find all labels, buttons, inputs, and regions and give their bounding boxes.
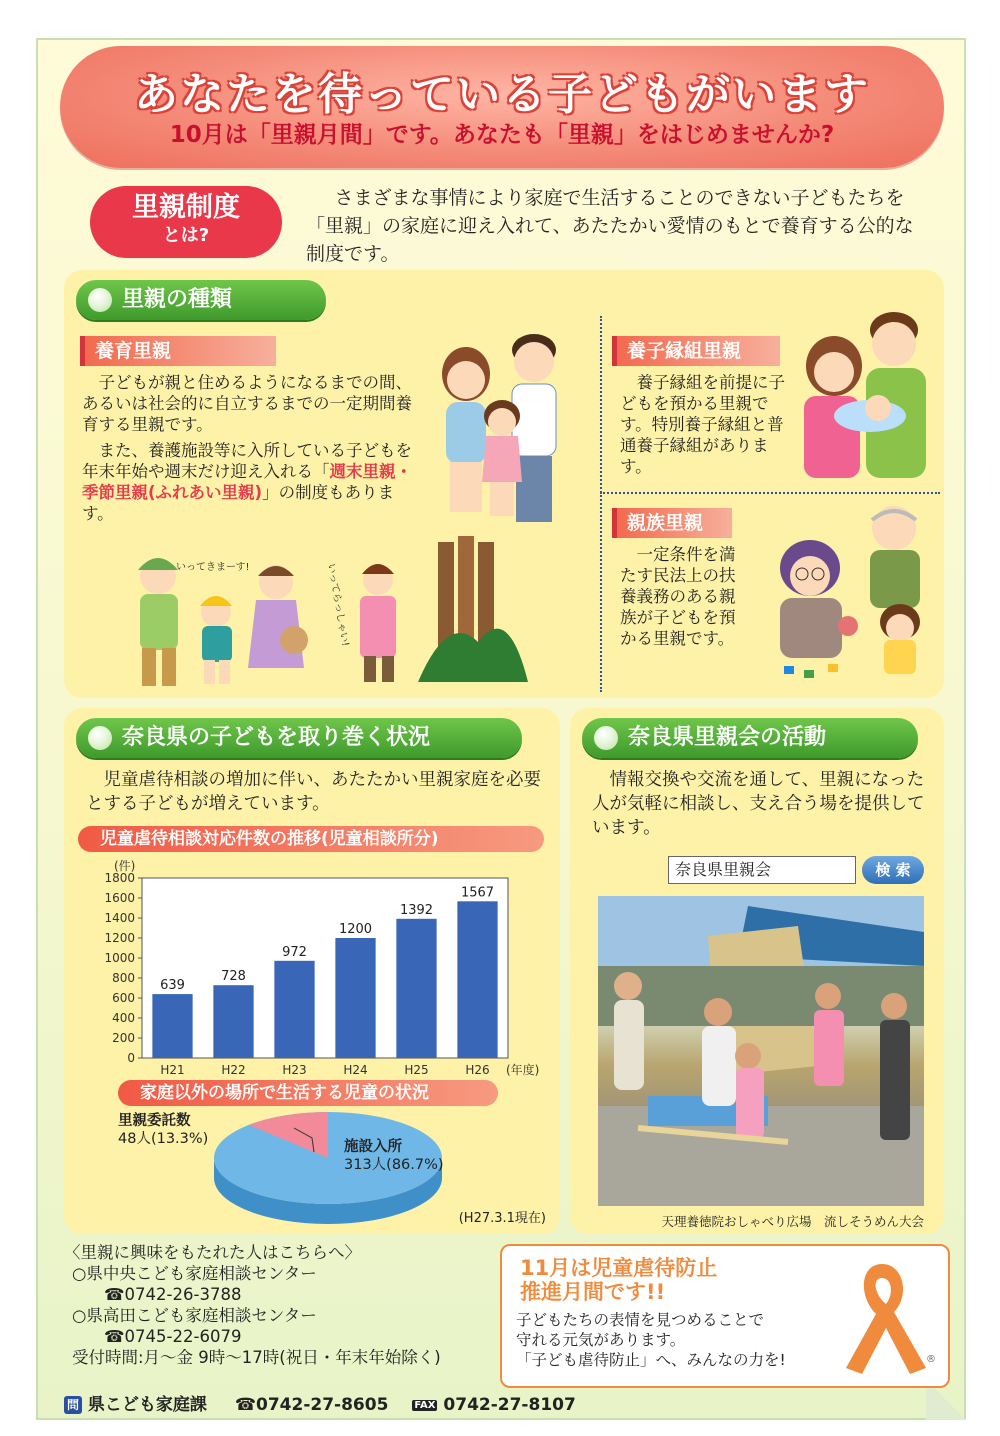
y-axis-unit: (件)	[114, 859, 136, 873]
situation-heading	[76, 718, 522, 758]
pie-label-foster-title: 里親委託数	[118, 1113, 191, 1129]
y-tick-label: 400	[112, 1011, 135, 1025]
pie-label-facility	[344, 1138, 444, 1174]
notice-line2: 守れる元気があります。	[516, 1331, 686, 1349]
title-banner	[60, 46, 944, 168]
y-tick-label: 600	[112, 991, 135, 1005]
bullet-icon	[88, 726, 112, 750]
page-title: あなたを待っている子どもがいます	[134, 69, 870, 120]
foster-text2	[82, 440, 412, 524]
notice-title-1: 11月は児童虐待防止	[520, 1256, 718, 1280]
notice-text	[516, 1310, 786, 1370]
event-photo-image	[598, 896, 924, 1206]
x-tick-label: H25	[404, 1063, 429, 1077]
activity-text: 情報交換や交流を通して、里親になった人が気軽に相談し、支え合う場を提供しています。	[592, 770, 925, 838]
divider-vertical	[600, 316, 602, 692]
chart1-title: 児童虐待相談対応件数の推移(児童相談所分)	[78, 826, 544, 852]
y-tick-label: 200	[112, 1031, 135, 1045]
bar-H24	[335, 938, 375, 1058]
prevention-notice	[500, 1244, 950, 1388]
event-photo	[598, 896, 924, 1206]
activity-heading-label: 奈良県里親会の活動	[628, 725, 827, 750]
bar-H26	[457, 901, 497, 1058]
kinship-illustration	[744, 494, 944, 690]
x-tick-label: H21	[160, 1063, 185, 1077]
notice-line1: 子どもたちの表情を見つめることで	[516, 1311, 765, 1329]
intro-badge-line2: とは?	[162, 225, 210, 246]
y-tick-label: 1200	[104, 931, 135, 945]
x-tick-label: H26	[465, 1063, 490, 1077]
bar-value-label: 1392	[399, 902, 434, 918]
bar-H21	[152, 994, 192, 1058]
pie-label-facility-value: 313人(86.7%)	[344, 1157, 444, 1173]
intro-badge	[90, 186, 282, 258]
foster-text2-em: 週末里親・季節里親(ふれあい里親)	[82, 462, 412, 502]
family-illustration	[416, 314, 586, 529]
x-tick-label: H23	[282, 1063, 307, 1077]
abuse-cases-bar-chart	[72, 854, 556, 1080]
photo-caption: 天理養徳院おしゃべり広場 流しそうめん大会	[661, 1214, 924, 1229]
types-heading-label: 里親の種類	[122, 287, 233, 312]
bar-value-label: 728	[221, 969, 246, 985]
footer-dept: 県こども家庭課	[87, 1395, 207, 1415]
chart2-title: 家庭以外の場所で生活する児童の状況	[118, 1080, 498, 1106]
center2-name: ○県高田こども家庭相談センター	[72, 1306, 317, 1325]
bar-H23	[274, 961, 314, 1058]
bar-value-label: 1200	[338, 922, 373, 937]
outing-illustration	[116, 540, 416, 690]
activity-heading	[582, 718, 918, 758]
kinship-label: 親族里親	[612, 508, 732, 538]
adoption-illustration	[790, 292, 942, 488]
foster-text2-pre: また、養護施設等に入所している子どもを年末年始や週末だけ迎え入れる「	[82, 441, 412, 481]
kinship-text: 一定条件を満たす民法上の扶養義務のある親族が子どもを預かる里親です。	[620, 545, 736, 648]
footer-fax: 0742-27-8107	[443, 1395, 576, 1415]
flyer-page	[36, 38, 966, 1420]
contact-lead: 〈里親に興味をもたれた人はこちらへ〉	[64, 1243, 361, 1262]
bar-value-label: 1567	[460, 885, 495, 901]
situation-panel	[64, 708, 560, 1234]
speech-goodbye: いってらっしゃい!	[325, 562, 351, 648]
as-of-date: (H27.3.1現在)	[458, 1211, 546, 1226]
bullet-icon	[88, 288, 112, 312]
registered-mark: ®	[926, 1354, 936, 1365]
x-tick-label: H22	[221, 1063, 246, 1077]
y-tick-label: 1000	[104, 951, 135, 965]
inquiry-icon: 問	[64, 1396, 82, 1414]
bar-H25	[396, 919, 436, 1058]
center1-tel: ☎0742-26-3788	[104, 1285, 242, 1304]
plot-area	[142, 878, 508, 1058]
y-tick-label: 1600	[104, 891, 135, 905]
adoption-text: 養子縁組を前提に子どもを預かる里親です。特別養子縁組と普通養子縁組があります。	[620, 373, 785, 476]
footer-tel: ☎0742-27-8605	[234, 1395, 389, 1415]
speech-going: いってきまーす!	[176, 562, 250, 573]
bullet-icon	[594, 726, 618, 750]
center2-tel: ☎0745-22-6079	[104, 1327, 242, 1346]
adoption-label: 養子縁組里親	[612, 336, 780, 366]
y-tick-label: 1800	[104, 871, 135, 885]
bar-value-label: 639	[160, 978, 185, 994]
notice-title-2: 推進月間です!!	[520, 1280, 666, 1304]
notice-line3: 「子ども虐待防止」へ、みんなの力を!	[516, 1351, 786, 1369]
bar-value-label: 972	[282, 944, 307, 960]
pie-label-foster-value: 48人(13.3%)	[118, 1131, 209, 1147]
search-button[interactable]: 検 索	[862, 856, 924, 884]
foster-label: 養育里親	[80, 336, 276, 366]
situation-heading-label: 奈良県の子どもを取り巻く状況	[122, 725, 431, 750]
foster-text1: 子どもが親と住めるようになるまでの間、あるいは社会的に自立するまでの一定期間養育する里親です。	[82, 373, 412, 434]
activity-panel	[570, 708, 944, 1234]
pie-label-facility-title: 施設入所	[344, 1139, 402, 1155]
fax-icon: FAX	[414, 1399, 436, 1411]
types-heading	[76, 280, 326, 320]
office-hours: 受付時間:月～金 9時～17時(祝日・年末年始除く)	[72, 1348, 441, 1367]
y-tick-label: 0	[127, 1051, 135, 1065]
contact-block	[64, 1242, 504, 1368]
y-tick-label: 1400	[104, 911, 135, 925]
x-tick-label: H24	[343, 1063, 368, 1077]
footer	[64, 1390, 944, 1415]
pie-label-foster	[118, 1112, 208, 1148]
page-subtitle: 10月は「里親月間」です。あなたも「里親」をはじめませんか?	[169, 122, 835, 148]
bar-H22	[213, 985, 253, 1058]
foster-text2-post: 」の制度もあります。	[82, 483, 395, 523]
intro-text: さまざまな事情により家庭で生活することのできない子どもたちを「里親」の家庭に迎え入れて、あたたかい愛情のもとで養育する公的な制度です。	[306, 187, 914, 265]
center1-name: ○県中央こども家庭相談センター	[72, 1264, 317, 1283]
intro-badge-line1: 里親制度	[132, 192, 240, 223]
search-input[interactable]: 奈良県里親会	[668, 856, 856, 884]
situation-text: 児童虐待相談の増加に伴い、あたたかい里親家庭を必要とする子どもが増えています。	[86, 770, 541, 814]
bushes-illustration	[418, 532, 528, 682]
x-axis-unit: (年度)	[506, 1063, 540, 1077]
types-panel	[64, 270, 944, 698]
y-tick-label: 800	[112, 971, 135, 985]
orange-ribbon-icon	[832, 1256, 932, 1382]
